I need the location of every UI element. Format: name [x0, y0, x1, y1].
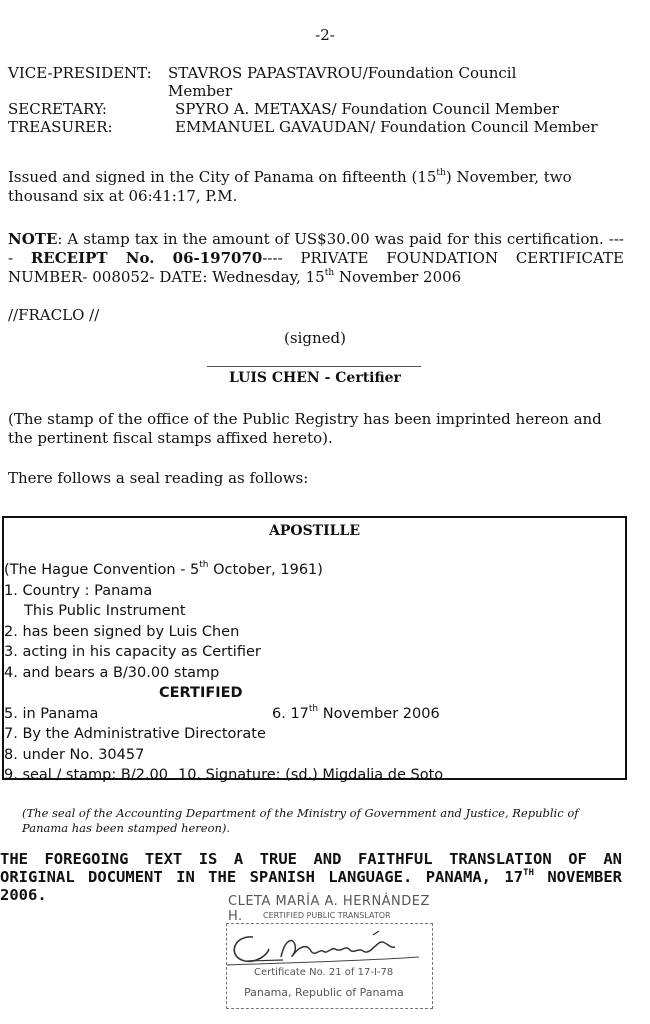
page-number: -2-: [315, 26, 335, 44]
date-sup: th: [308, 703, 319, 714]
role-value: EMMANUEL GAVAUDAN/ Foundation Council Member: [175, 118, 598, 136]
note-text: : A stamp tax in the amount of US$30.00 was paid for this certification. ----: [8, 230, 624, 267]
handwritten-signature-icon: [223, 927, 423, 969]
foregoing-text: THE FOREGOING TEXT IS A TRUE AND FAITHFUL TRANSLATION OF AN ORIGINAL DOCUMENT IN THE SPANISH LANGUAGE. PANAMA, 17: [0, 850, 622, 886]
apostille-title: APOSTILLE: [268, 523, 361, 539]
certifier-name: LUIS CHEN - Certifier: [229, 370, 401, 386]
translator-place: Panama, Republic of Panama: [244, 986, 404, 999]
council-row-secretary: [8, 100, 598, 118]
apostille-line-2: 2. has been signed by Luis Chen: [4, 623, 240, 640]
note-sup: th: [324, 268, 335, 278]
role-label: SECRETARY:: [8, 100, 107, 118]
seal-note: (The seal of the Accounting Department of the Ministry of Government and Justice, Republic of Panama has been stamped hereon).: [22, 806, 579, 835]
apostille-convention: [4, 560, 443, 581]
convention-sup: th: [199, 560, 209, 570]
note-label: NOTE: [8, 230, 58, 248]
issued-text-2: ) November, two thousand six at 06:41:17, P.M.: [8, 168, 572, 205]
seal-intro: There follows a seal reading as follows:: [8, 469, 309, 487]
apostille-line-7: 7. By the Administrative Directorate: [4, 726, 266, 742]
convention-text-2: October, 1961): [208, 562, 323, 578]
apostille-line-1: 1. Country : Panama: [4, 582, 153, 599]
apostille-line-6: [272, 704, 440, 725]
council-row-vice-president: [8, 64, 598, 82]
foregoing-text-2: NOVEMBER 2006.: [0, 868, 622, 904]
translator-role: CERTIFIED PUBLIC TRANSLATOR: [263, 911, 391, 920]
role-value-continuation: Member: [168, 82, 233, 100]
date-text-2: November 2006: [318, 705, 440, 722]
apostille-line-5-6: [4, 704, 443, 725]
note-paragraph: [8, 230, 624, 287]
translator-certificate: Certificate No. 21 of 17-I-78: [254, 967, 394, 978]
fraclo-line: //FRACLO //: [8, 306, 100, 324]
council-row-treasurer: [8, 118, 598, 136]
apostille-line-8: 8. under No. 30457: [4, 746, 145, 763]
council-members: [8, 64, 598, 136]
apostille-lines: [4, 560, 443, 786]
foregoing-sup: TH: [523, 868, 534, 878]
apostille-line-3: 3. acting in his capacity as Certifier: [4, 644, 261, 660]
signature-line: [207, 366, 421, 367]
translator-stamp: [218, 891, 436, 1013]
receipt-number: RECEIPT No. 06-197070: [30, 249, 263, 267]
apostille-line-5: 5. in Panama: [4, 705, 99, 722]
convention-text: (The Hague Convention - 5: [4, 562, 200, 578]
role-value: SPYRO A. METAXAS/ Foundation Council Member: [175, 100, 559, 118]
apostille-line-4: 4. and bears a B/30.00 stamp: [4, 664, 220, 681]
apostille-certified: CERTIFIED: [159, 685, 243, 701]
apostille-line-9-10: [4, 765, 443, 786]
apostille-line-9: 9. seal / stamp: B/2.00: [4, 767, 169, 783]
issued-paragraph: [8, 168, 623, 206]
signed-label: (signed): [284, 329, 346, 347]
role-value: STAVROS PAPASTAVROU/Foundation Council: [168, 64, 517, 82]
issued-text: Issued and signed in the City of Panama on fifteenth (15: [8, 168, 437, 186]
public-registry-paragraph: (The stamp of the office of the Public Registry has been imprinted hereon and the pertinent fiscal stamps affixed hereto).: [8, 410, 602, 447]
role-label: TREASURER:: [8, 118, 113, 136]
apostille-box: [2, 516, 627, 783]
apostille-line-10: 10. Signature: (sd.) Migdalia de Soto: [178, 767, 444, 783]
date-text: 6. 17: [272, 705, 309, 722]
note-text-3: November 2006: [334, 268, 462, 286]
apostille-line-1b: This Public Instrument: [24, 603, 186, 619]
role-label: VICE-PRESIDENT:: [8, 64, 152, 82]
issued-sup: th: [436, 168, 446, 178]
translator-name: CLETA MARÍA A. HERNÁNDEZ H.: [228, 894, 430, 924]
note-text-2: ---- PRIVATE FOUNDATION CERTIFICATE NUMBER- 008052- DATE: Wednesday, 15: [8, 249, 624, 286]
